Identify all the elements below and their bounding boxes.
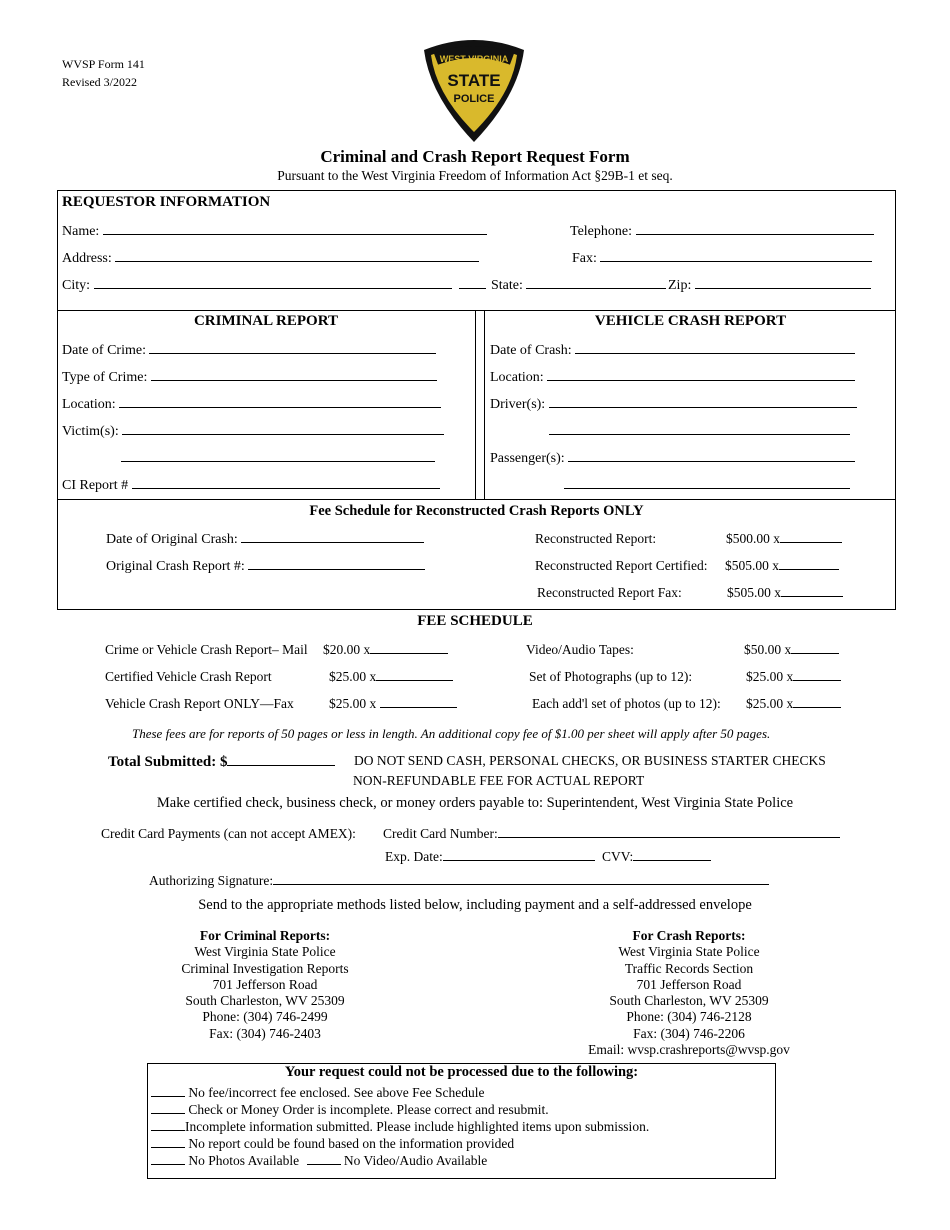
rejection-item-label: No fee/incorrect fee enclosed. See above Fee Schedule: [188, 1085, 485, 1100]
badge-text-bottom: POLICE: [453, 93, 495, 105]
column-divider-left: [475, 310, 476, 500]
no-video-label: No Video/Audio Available: [343, 1153, 488, 1168]
fee-fax[interactable]: [329, 696, 457, 712]
fee-video-qty-line[interactable]: [791, 642, 839, 654]
zip-field[interactable]: [668, 277, 871, 294]
page-subtitle: Pursuant to the West Virginia Freedom of Information Act §29B-1 et seq.: [277, 168, 673, 183]
reconstructed-certified-price: $505.00 x: [725, 558, 779, 573]
name-line[interactable]: [103, 223, 487, 235]
reconstructed-fax-price: $505.00 x: [727, 585, 781, 600]
date-of-crime-field[interactable]: [62, 342, 436, 359]
rejection-checkbox-line[interactable]: [151, 1119, 185, 1131]
victims-label: Victim(s):: [62, 424, 119, 439]
fee-certified-price: $25.00 x: [329, 669, 377, 684]
crash-location-line[interactable]: [547, 369, 855, 381]
passengers-line[interactable]: [568, 450, 855, 462]
reconstructed-report-label: Reconstructed Report:: [535, 531, 657, 546]
criminal-address-dept: Criminal Investigation Reports: [181, 960, 349, 976]
reconstructed-report-qty-line[interactable]: [780, 531, 842, 543]
crash-address-phone: Phone: (304) 746-2128: [626, 1009, 752, 1025]
fee-fax-price: $25.00 x: [329, 696, 377, 711]
rejection-checkbox-line[interactable]: [151, 1085, 185, 1097]
victims-line[interactable]: [122, 423, 444, 435]
credit-card-label: Credit Card Payments (can not accept AMEX):: [101, 826, 356, 841]
zip-line[interactable]: [695, 277, 871, 289]
reconstructed-fax-label: Reconstructed Report Fax:: [537, 585, 682, 600]
column-divider-right: [484, 310, 485, 500]
badge-text-middle: STATE: [447, 71, 501, 90]
date-original-crash-field[interactable]: [106, 531, 424, 548]
rejection-item-label: No report could be found based on the information provided: [188, 1136, 515, 1151]
type-of-crime-label: Type of Crime:: [62, 370, 148, 385]
type-of-crime-field[interactable]: [62, 369, 437, 386]
rejection-heading: Your request could not be processed due to the following:: [284, 1064, 639, 1080]
victims-field[interactable]: [62, 423, 444, 440]
total-submitted-field[interactable]: [108, 752, 335, 771]
crash-address-street: 701 Jefferson Road: [636, 976, 742, 992]
exp-date-line[interactable]: [443, 849, 595, 861]
badge-text-top: WEST VIRGINIA: [439, 54, 509, 64]
date-of-crime-line[interactable]: [149, 342, 436, 354]
fax-label: Fax:: [572, 251, 597, 266]
crime-location-line[interactable]: [119, 396, 441, 408]
crash-address-city: South Charleston, WV 25309: [609, 993, 769, 1009]
exp-date-field[interactable]: [385, 849, 595, 865]
crash-address-dept: Traffic Records Section: [624, 960, 754, 976]
fee-fax-qty-line[interactable]: [380, 696, 457, 708]
drivers-line[interactable]: [549, 396, 857, 408]
address-line[interactable]: [115, 250, 479, 262]
original-crash-report-label: Original Crash Report #:: [106, 559, 245, 574]
original-crash-report-field[interactable]: [106, 558, 425, 575]
fee-mail-price: $20.00 x: [323, 642, 371, 657]
drivers-field-extra[interactable]: [549, 423, 850, 440]
passengers-field[interactable]: [490, 450, 855, 467]
ci-report-field[interactable]: [62, 477, 440, 494]
signature-label: Authorizing Signature:: [149, 873, 274, 888]
cvv-line[interactable]: [633, 849, 711, 861]
zip-label: Zip:: [668, 278, 692, 293]
drivers-line-2[interactable]: [549, 423, 850, 435]
send-instructions: Send to the appropriate methods listed below, including payment and a self-addressed envelope: [198, 897, 752, 913]
passengers-field-extra[interactable]: [564, 477, 850, 494]
city-label: City:: [62, 278, 91, 293]
rejection-item[interactable]: [151, 1102, 549, 1118]
page-title: Criminal and Crash Report Request Form: [320, 147, 630, 166]
rejection-item[interactable]: [151, 1119, 649, 1135]
reconstructed-certified-label: Reconstructed Report Certified:: [535, 558, 708, 573]
ci-report-line[interactable]: [132, 477, 440, 489]
reconstructed-report-fee[interactable]: [726, 531, 842, 547]
credit-card-number-field[interactable]: [383, 826, 840, 842]
crash-location-field[interactable]: [490, 369, 855, 386]
fee-note: These fees are for reports of 50 pages or less in length. An additional copy fee of $1.00 per sheet will apply after 50 pages.: [132, 726, 771, 741]
fee-photos-label: Set of Photographs (up to 12):: [529, 669, 693, 684]
fee-photos[interactable]: [746, 669, 841, 685]
date-of-crash-label: Date of Crash:: [490, 343, 572, 358]
total-submitted-line[interactable]: [227, 752, 335, 766]
fee-mail[interactable]: [323, 642, 448, 658]
state-field[interactable]: [491, 277, 666, 294]
victims-line-2[interactable]: [121, 450, 435, 462]
date-of-crash-line[interactable]: [575, 342, 855, 354]
fee-video-price: $50.00 x: [744, 642, 792, 657]
rejection-checkbox-line[interactable]: [151, 1136, 185, 1148]
name-label: Name:: [62, 224, 100, 239]
fee-photos-qty-line[interactable]: [793, 669, 841, 681]
cash-warning: DO NOT SEND CASH, PERSONAL CHECKS, OR BUSINESS STARTER CHECKS: [354, 753, 826, 768]
crash-address-block: [574, 928, 804, 1058]
rejection-item-label: Incomplete information submitted. Please include highlighted items upon submission.: [185, 1119, 650, 1134]
criminal-address-org: West Virginia State Police: [194, 944, 336, 960]
signature-line[interactable]: [273, 873, 769, 885]
date-original-crash-label: Date of Original Crash:: [106, 532, 238, 547]
reconstructed-certified-fee[interactable]: [725, 558, 839, 574]
fee-fax-label: Vehicle Crash Report ONLY—Fax: [105, 696, 294, 711]
city-line-extra[interactable]: [459, 277, 486, 289]
reconstructed-fee-heading: Fee Schedule for Reconstructed Crash Reports ONLY: [309, 503, 644, 519]
criminal-report-heading: CRIMINAL REPORT: [193, 313, 339, 329]
fee-certified-qty-line[interactable]: [376, 669, 453, 681]
telephone-field[interactable]: [570, 223, 874, 240]
date-original-crash-line[interactable]: [241, 531, 424, 543]
fee-mail-label: Crime or Vehicle Crash Report– Mail: [105, 642, 308, 657]
crime-location-label: Location:: [62, 397, 116, 412]
victims-field-extra[interactable]: [121, 450, 435, 467]
date-of-crime-label: Date of Crime:: [62, 343, 146, 358]
fee-addl-photos[interactable]: [746, 696, 841, 712]
fax-line[interactable]: [600, 250, 872, 262]
criminal-address-fax: Fax: (304) 746-2403: [209, 1025, 321, 1041]
fee-video-label: Video/Audio Tapes:: [526, 642, 634, 657]
criminal-address-block: [165, 928, 365, 1042]
credit-card-number-label: Credit Card Number:: [383, 826, 498, 841]
drivers-label: Driver(s):: [490, 397, 546, 412]
total-submitted-label: Total Submitted: $: [108, 754, 228, 770]
city-field[interactable]: [62, 277, 486, 294]
crash-report-heading: VEHICLE CRASH REPORT: [594, 313, 787, 329]
rejection-item[interactable]: [151, 1085, 485, 1101]
rejection-item[interactable]: [151, 1136, 514, 1152]
fee-addl-photos-label: Each add'l set of photos (up to 12):: [532, 696, 721, 711]
fee-addl-photos-price: $25.00 x: [746, 696, 794, 711]
revision-date: Revised 3/2022: [62, 75, 137, 89]
original-crash-report-line[interactable]: [248, 558, 425, 570]
cvv-label: CVV:: [602, 849, 634, 864]
criminal-address-phone: Phone: (304) 746-2499: [202, 1009, 328, 1025]
fee-addl-photos-qty-line[interactable]: [793, 696, 841, 708]
fee-mail-qty-line[interactable]: [370, 642, 448, 654]
rejection-item-label: Check or Money Order is incomplete. Please correct and resubmit.: [188, 1102, 549, 1117]
rejection-checkbox-line[interactable]: [151, 1153, 185, 1165]
crash-location-label: Location:: [490, 370, 544, 385]
criminal-address-street: 701 Jefferson Road: [212, 976, 318, 992]
rejection-checkbox-line[interactable]: [151, 1102, 185, 1114]
telephone-line[interactable]: [636, 223, 874, 235]
crash-address-heading: For Crash Reports:: [632, 928, 746, 943]
type-of-crime-line[interactable]: [151, 369, 437, 381]
crash-address-fax: Fax: (304) 746-2206: [633, 1025, 745, 1041]
rejection-item[interactable]: [151, 1153, 487, 1169]
criminal-address-city: South Charleston, WV 25309: [185, 993, 345, 1009]
state-line[interactable]: [526, 277, 666, 289]
criminal-address-heading: For Criminal Reports:: [199, 928, 331, 943]
crash-address-org: West Virginia State Police: [618, 944, 760, 960]
date-of-crash-field[interactable]: [490, 342, 855, 359]
fee-video[interactable]: [744, 642, 839, 658]
city-line[interactable]: [94, 277, 452, 289]
passengers-line-2[interactable]: [564, 477, 850, 489]
exp-date-label: Exp. Date:: [385, 849, 443, 864]
reconstructed-certified-qty-line[interactable]: [779, 558, 839, 570]
fee-certified[interactable]: [329, 669, 453, 685]
fee-photos-price: $25.00 x: [746, 669, 794, 684]
crash-address-email[interactable]: Email: wvsp.crashreports@wvsp.gov: [588, 1042, 790, 1058]
non-refundable-notice: NON-REFUNDABLE FEE FOR ACTUAL REPORT: [353, 773, 645, 788]
state-label: State:: [491, 278, 523, 293]
drivers-field[interactable]: [490, 396, 857, 413]
reconstructed-fax-qty-line[interactable]: [781, 585, 843, 597]
crime-location-field[interactable]: [62, 396, 441, 413]
passengers-label: Passenger(s):: [490, 451, 565, 466]
form-number: WVSP Form 141: [62, 57, 145, 71]
fax-field[interactable]: [572, 250, 872, 267]
state-police-badge-logo: [418, 36, 530, 146]
fee-certified-label: Certified Vehicle Crash Report: [105, 669, 272, 684]
signature-field[interactable]: [149, 873, 769, 889]
telephone-label: Telephone:: [570, 224, 632, 239]
no-video-checkbox-line[interactable]: [307, 1153, 341, 1165]
no-photos-label: No Photos Available: [188, 1153, 300, 1168]
credit-card-number-line[interactable]: [498, 826, 840, 838]
fee-schedule-heading: FEE SCHEDULE: [417, 613, 533, 629]
address-label: Address:: [62, 251, 112, 266]
reconstructed-report-price: $500.00 x: [726, 531, 780, 546]
cvv-field[interactable]: [602, 849, 711, 865]
address-field[interactable]: [62, 250, 479, 267]
name-field[interactable]: [62, 223, 487, 240]
reconstructed-fax-fee[interactable]: [727, 585, 843, 601]
ci-report-label: CI Report #: [62, 478, 129, 493]
requestor-heading: REQUESTOR INFORMATION: [62, 194, 271, 210]
payable-notice: Make certified check, business check, or money orders payable to: Superintendent, West Virginia State Police: [156, 795, 794, 811]
